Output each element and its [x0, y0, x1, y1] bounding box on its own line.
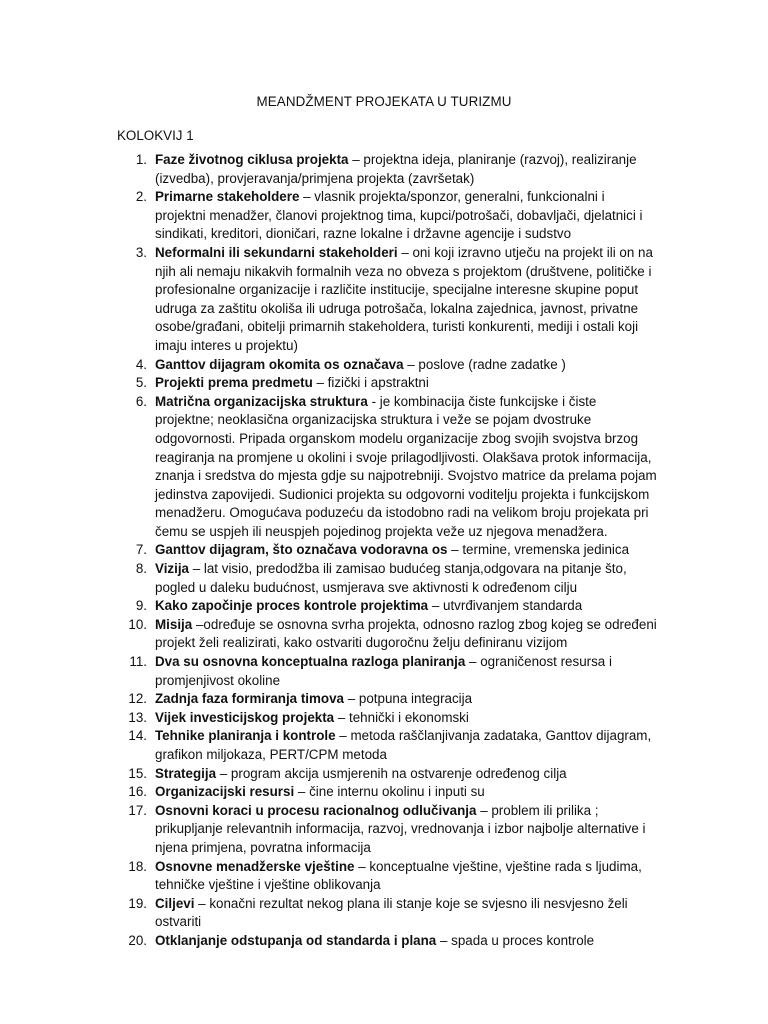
list-item-definition: – čine internu okolinu i inputi su — [294, 784, 485, 800]
list-item-term: Ganttov dijagram, što označava vodoravna os — [155, 542, 448, 558]
list-item-definition: – problem ili prilika ; prikupljanje relevantnih informacija, razvoj, vrednovanja i izbor najbolje alternative i njena primjena, povratna informacija — [155, 802, 646, 855]
list-item — [117, 188, 657, 244]
list-item-definition: –određuje se osnovna svrha projekta, odnosno razlog zbog kojeg se određeni projekt želi realizirati, kako ostvariti dugoročnu želju definiranu vizijom — [155, 616, 657, 651]
list-item — [117, 709, 657, 728]
list-item — [117, 541, 657, 560]
list-item-term: Strategija — [155, 765, 217, 781]
list-item — [117, 616, 657, 653]
list-item-term: Osnovni koraci u procesu racionalnog odlučivanja — [155, 802, 477, 818]
list-item-definition: – utvrđivanjem standarda — [428, 598, 583, 614]
list-item-number: 11. — [129, 654, 147, 670]
list-item-term: Otklanjanje odstupanja od standarda i plana — [155, 932, 437, 948]
list-item-term: Projekti prema predmetu — [155, 375, 313, 391]
list-item-number: 13. — [128, 709, 147, 725]
list-item-term: Matrična organizacijska struktura — [155, 393, 368, 409]
list-item — [117, 356, 657, 375]
list-item-number: 4. — [135, 356, 147, 372]
list-item-number: 2. — [135, 189, 147, 205]
list-item-term: Misija — [155, 616, 193, 632]
list-item-number: 15. — [128, 765, 147, 781]
list-item-definition: – spada u proces kontrole — [436, 932, 595, 948]
list-item-definition: – poslove (radne zadatke ) — [403, 356, 566, 372]
list-item-definition: – fizički i apstraktni — [312, 375, 429, 391]
list-item-definition: – konceptualne vještine, vještine rada s ljudima, tehničke vještine i vještine oblikovanja — [155, 858, 642, 893]
list-item — [117, 895, 657, 932]
list-item — [117, 783, 657, 802]
list-item-number: 3. — [135, 244, 147, 260]
list-item-definition: – oni koji izravno utječu na projekt ili on na njih ali nemaju nikakvih formalnih veza no obveza s projektom (društvene, političke i profesionalne organizacije i različite institucije, specijalne interesne skupine poput udruga za zaštitu okoliša ili udruga potrošača, lokalna zajednica, javnost, privatne osobe/građani, obitelji primarnih stakeholdera, turisti konkurenti, mediji i ostali koji imaju interes u projektu) — [155, 244, 653, 353]
list-item — [117, 932, 657, 951]
list-item-number: 5. — [135, 375, 147, 391]
list-item-number: 20. — [128, 932, 147, 948]
list-item-term: Primarne stakeholdere — [155, 189, 300, 205]
list-item-term: Dva su osnovna konceptualna razloga planiranja — [155, 654, 466, 670]
list-item — [117, 560, 657, 597]
list-item-term: Organizacijski resursi — [155, 784, 295, 800]
list-item-number: 19. — [128, 895, 147, 911]
list-item-term: Vijek investicijskog projekta — [155, 709, 335, 725]
list-item — [117, 597, 657, 616]
list-item-term: Faze životnog ciklusa projekta — [155, 152, 349, 167]
list-item-definition: – tehnički i ekonomski — [334, 709, 469, 725]
list-item-number: 12. — [128, 691, 147, 707]
list-item-definition: – lat visio, predodžba ili zamisao budućeg stanja,odgovara na pitanje što, pogled u daleku budućnost, usmjerava sve aktivnosti k određenom cilju — [155, 561, 627, 595]
list-item-term: Kako započinje proces kontrole projektima — [155, 598, 429, 614]
list-item-number: 16. — [128, 784, 147, 800]
list-item-definition: – ograničenost resursa i promjenjivost okoline — [155, 654, 612, 688]
numbered-list — [117, 151, 657, 951]
list-item-number: 9. — [135, 598, 147, 614]
list-item-definition: – termine, vremenska jedinica — [447, 542, 630, 558]
list-item-definition: – metoda raščlanjivanja zadataka, Ganttov dijagram, grafikon miljokaza, PERT/CPM metoda — [155, 728, 652, 762]
list-item-definition: – potpuna integracija — [344, 691, 473, 707]
list-item — [117, 393, 657, 542]
list-item-term: Tehnike planiranja i kontrole — [155, 728, 336, 744]
list-item-number: 8. — [135, 561, 147, 577]
list-item-number: 1. — [135, 152, 147, 167]
list-item-number: 6. — [135, 393, 147, 409]
list-item-number: 17. — [128, 802, 147, 818]
list-item-number: 18. — [128, 858, 147, 874]
list-item-definition: – projektna ideja, planiranje (razvoj), realiziranje (izvedba), provjeravanja/primjena projekta (završetak) — [155, 152, 637, 186]
list-item-term: Ganttov dijagram okomita os označava — [155, 356, 404, 372]
list-item-definition: – vlasnik projekta/sponzor, generalni, funkcionalni i projektni menadžer, članovi projektnog tima, kupci/potrošači, dobavljači, djelatnici i sindikati, kreditori, dioničari, razne lokalne i državne agencije i sudstvo — [155, 189, 643, 242]
list-item-term: Ciljevi — [155, 895, 195, 911]
list-item — [117, 374, 657, 393]
document-title: MEANDŽMENT PROJEKATA U TURIZMU — [256, 94, 512, 109]
list-item — [117, 858, 657, 895]
list-item-term: Neformalni ili sekundarni stakeholderi — [155, 244, 398, 260]
list-item-definition: - je kombinacija čiste funkcijske i čiste projektne; neoklasična organizacijska struktura i veže se pojam dvostruke odgovornosti. Pripada organskom modelu organizacije zbog svojih svojstva brzog reagiranja na promjene u okolini i svoje prilagodljivosti. Olakšava protok informacija, znanja i sredstva do mjesta gdje su najpotrebniji. Svojstvo matrice da prelama pojam jedinstva zapovijedi. Sudionici projekta su odgovorni voditelju projekta i funkcijskom menadžeru. Omogućava poduzeću da istodobno radi na velikom broju projekata pri čemu se uspjeh ili neuspjeh pojedinog projekta veže uz njegova menadžera. — [155, 393, 657, 539]
list-item-term: Zadnja faza formiranja timova — [155, 691, 345, 707]
list-item — [117, 244, 657, 356]
list-item-term: Vizija — [155, 561, 189, 577]
list-item — [117, 653, 657, 690]
list-item — [117, 802, 657, 858]
list-item — [117, 690, 657, 709]
list-item — [117, 765, 657, 784]
list-item-number: 7. — [135, 542, 147, 558]
list-item-definition: – konačni rezultat nekog plana ili stanje koje se svjesno ili nesvjesno želi ostvariti — [155, 895, 628, 930]
list-item-number: 10. — [128, 616, 147, 632]
section-heading: KOLOKVIJ 1 — [117, 128, 194, 143]
list-item-definition: – program akcija usmjerenih na ostvarenje određenog cilja — [216, 765, 567, 781]
list-item — [117, 727, 657, 764]
list-item — [117, 151, 657, 188]
list-item-number: 14. — [128, 728, 147, 744]
list-item-term: Osnovne menadžerske vještine — [155, 858, 355, 874]
